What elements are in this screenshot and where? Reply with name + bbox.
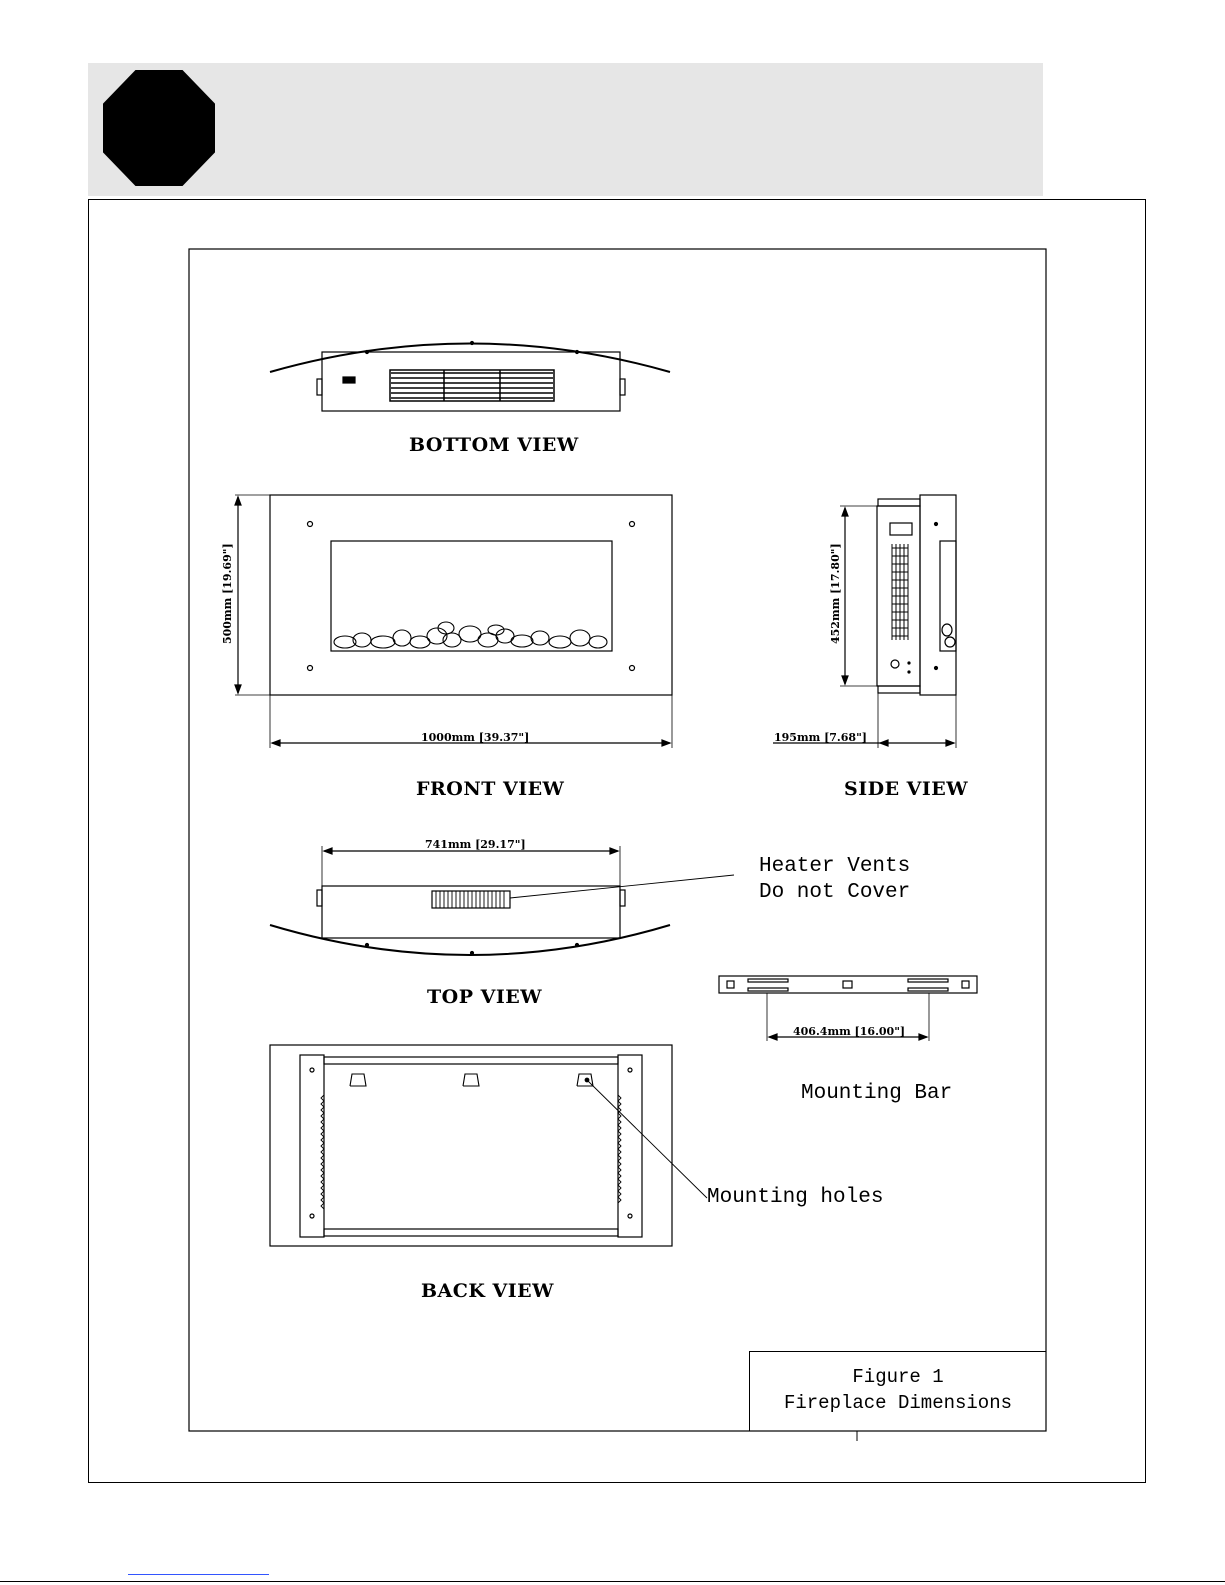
back-view-title: BACK VIEW (421, 1280, 555, 1302)
front-height-dimension: 500mm [19.69"] (221, 543, 234, 644)
heater-vents-label: Heater Vents (759, 855, 911, 878)
side-view-title: SIDE VIEW (844, 778, 969, 800)
front-view-title: FRONT VIEW (416, 778, 565, 800)
footer-rule (0, 1581, 1225, 1582)
bottom-view-drawing (270, 342, 670, 412)
front-width-dimension: 1000mm [39.37"] (421, 731, 530, 744)
top-view-drawing (270, 846, 734, 955)
top-width-dimension: 741mm [29.17"] (425, 838, 526, 851)
title-block (749, 1351, 1046, 1431)
mounting-holes-label: Mounting holes (707, 1186, 884, 1209)
mounting-bar-label: Mounting Bar (801, 1082, 953, 1105)
top-view-title: TOP VIEW (427, 986, 543, 1008)
do-not-cover-label: Do not Cover (759, 881, 911, 904)
figure-number: Figure 1 (852, 1366, 944, 1388)
bottom-view-title: BOTTOM VIEW (409, 434, 579, 456)
figure-caption: Fireplace Dimensions (783, 1392, 1013, 1414)
side-height-dimension: 452mm [17.80"] (829, 543, 842, 644)
back-view-drawing (270, 1045, 707, 1246)
drawing-frame (189, 249, 1046, 1431)
decorative-stones (334, 622, 607, 648)
side-depth-dimension: 195mm [7.68"] (774, 731, 868, 744)
front-view-drawing (235, 495, 672, 748)
footer-link[interactable] (128, 1574, 269, 1575)
bar-spacing-dimension: 406.4mm [16.00"] (793, 1025, 906, 1038)
side-view-drawing (773, 495, 956, 748)
